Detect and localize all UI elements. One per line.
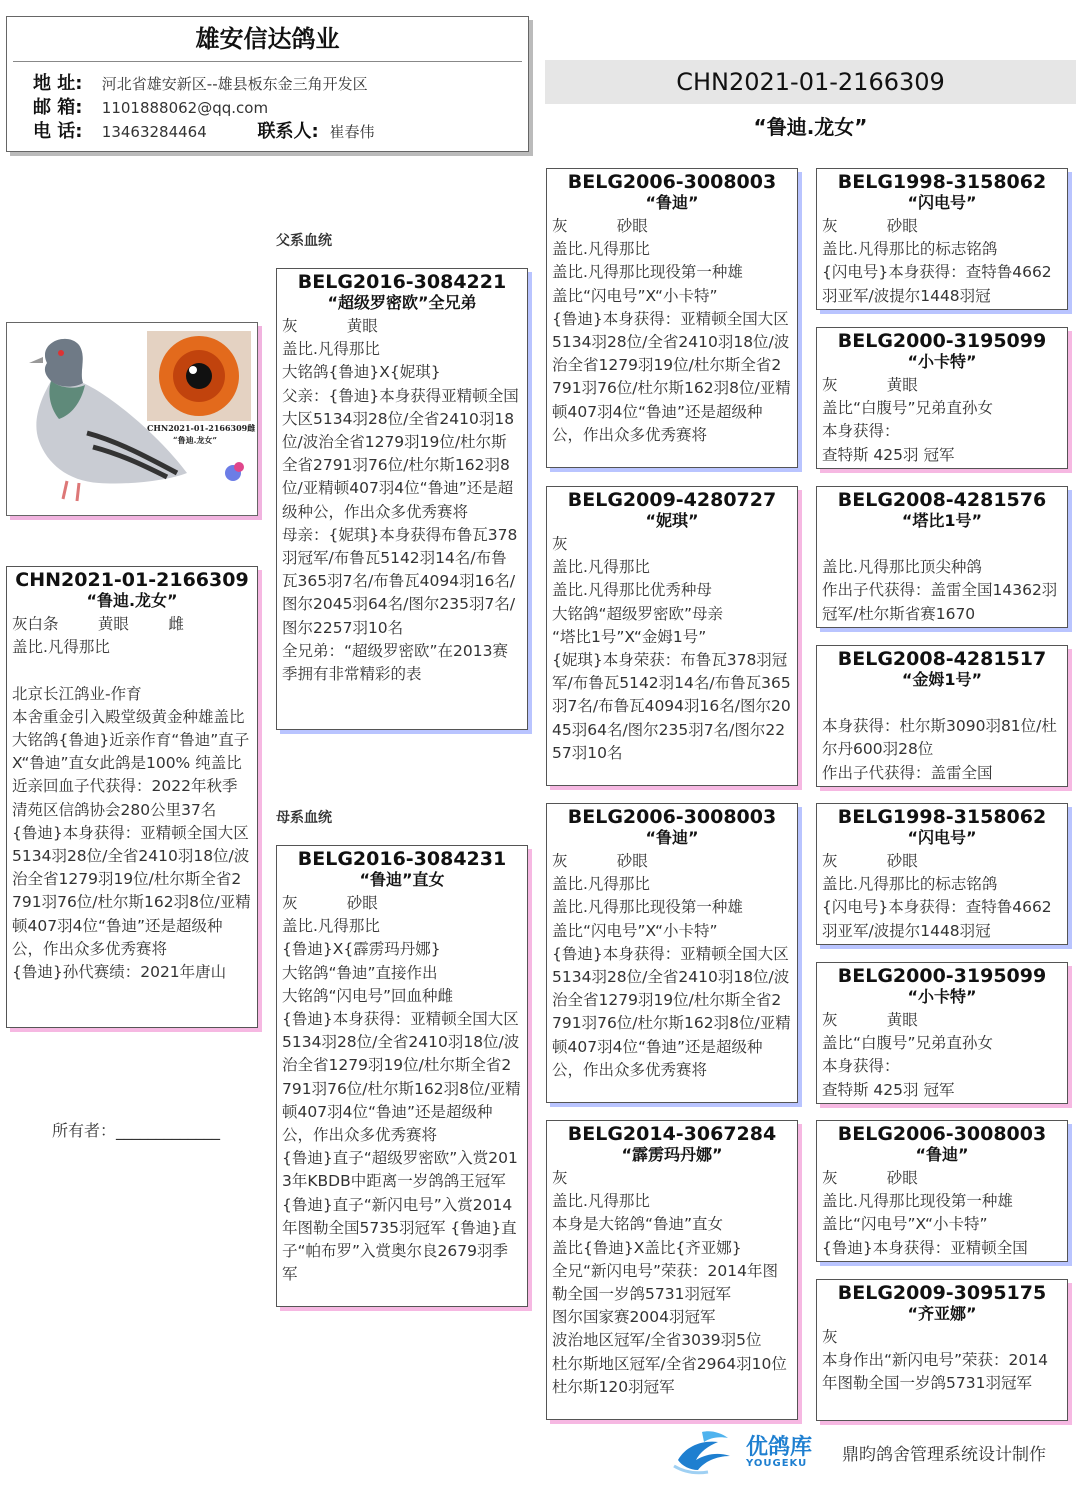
sire-sire-details: 灰 砂眼 盖比.凡得那比 盖比.凡得那比现役第一种雄 盖比“闪电号”X“小卡特” {鲁迪}本身获得：亚精顿全国大区5134羽28位/全省2410羽18位/波治全省1279羽19位/杜尔斯全省2791羽76位/杜尔斯162羽8位/亚精顿407羽4位“鲁迪”还是超级种公，作出众多优秀赛将 xyxy=(552,217,791,444)
sdd-card xyxy=(816,645,1068,787)
email-value[interactable]: 1101888062@qq.com xyxy=(101,99,269,117)
ssd-card xyxy=(816,327,1068,469)
dam-sire-name: “鲁迪” xyxy=(645,828,699,847)
address-label: 地 址: xyxy=(33,73,83,94)
dds-card xyxy=(816,1120,1068,1262)
sire-sire-name: “鲁迪” xyxy=(645,193,699,212)
subject-name: “鲁迪.龙女” xyxy=(86,591,178,610)
contact-label: 联系人: xyxy=(257,121,319,142)
sire-dam-name: “妮琪” xyxy=(645,511,699,530)
dam-dam-card xyxy=(546,1120,798,1420)
contact-value: 崔春伟 xyxy=(329,123,375,141)
ssd-ring: BELG2000-3195099 xyxy=(837,330,1047,352)
phone-value: 13463284464 xyxy=(101,123,207,141)
sire-sire-ring: BELG2006-3008003 xyxy=(567,171,777,193)
phone-label: 电 话: xyxy=(33,121,83,142)
subject-details: 灰白条 黄眼 雌 盖比.凡得那比 北京长江鸽业-作育 本舍重金引入殿堂级黄金种雄盖比大铭鸽{鲁迪}近亲作育“鲁迪”直子X“鲁迪”直女此鸽是100% 纯盖比近亲回血子代获得：2022年秋季清苑区信鸽协会280公里37名 {鲁迪}本身获得：亚精顿全国大区5134羽28位/全省2410羽18位/波治全省1279羽19位/杜尔斯全省2791羽76位/杜尔斯162羽8位/亚精顿407羽4位“鲁迪”还是超级种公，作出众多优秀赛将 {鲁迪}孙代赛绩：2021年唐山 xyxy=(12,615,251,982)
owner-label: 所有者： xyxy=(52,1121,117,1140)
sire-dam-ring: BELG2009-4280727 xyxy=(567,489,777,511)
address-row xyxy=(33,72,528,96)
dam-name: “鲁迪”直女 xyxy=(359,870,445,889)
sire-sire-card xyxy=(546,168,798,468)
dam-dam-ring: BELG2014-3067284 xyxy=(567,1123,777,1145)
ddd-details: 灰 本身作出“新闪电号”荣获：2014年图勒全国一岁鸽5731羽冠军 xyxy=(822,1328,1049,1393)
dam-sire-details: 灰 砂眼 盖比.凡得那比 盖比.凡得那比现役第一种雄 盖比“闪电号”X“小卡特” {鲁迪}本身获得：亚精顿全国大区5134羽28位/全省2410羽18位/波治全省1279羽19位/杜尔斯全省2791羽76位/杜尔斯162羽8位/亚精顿407羽4位“鲁迪”还是超级种公，作出众多优秀赛将 xyxy=(552,852,791,1079)
sdd-name: “金姆1号” xyxy=(901,670,983,689)
dam-line-label: 母系血统 xyxy=(276,810,332,826)
sss-card xyxy=(816,168,1068,310)
sire-details: 灰 黄眼 盖比.凡得那比 大铭鸽{鲁迪}X{妮琪} 父亲：{鲁迪}本身获得亚精顿全国大区5134羽28位/全省2410羽18位/波治全省1279羽19位/杜尔斯全省2791羽76位/杜尔斯162羽8位/亚精顿407羽4位“鲁迪”还是超级种公，作出众多优秀赛将 母亲：{妮琪}本身获得布鲁瓦378羽冠军/布鲁瓦5142羽14名/布鲁瓦365羽7名/布鲁瓦4094羽16名/图尔2045羽64名/图尔235羽7名/图尔2257羽10名 全兄弟：“超级罗密欧”在2013赛季拥有非常精彩的表 xyxy=(282,317,519,684)
sds-name: “塔比1号” xyxy=(901,511,983,530)
dam-dam-name: “霹雳玛丹娜” xyxy=(621,1145,723,1164)
brand-name: 优鸽库 xyxy=(746,1435,813,1460)
ddd-card xyxy=(816,1279,1068,1421)
ssd-name: “小卡特” xyxy=(907,352,977,371)
dds-details: 灰 砂眼 盖比.凡得那比现役第一种雄 盖比“闪电号”X“小卡特” {鲁迪}本身获得：亚精顿全国 xyxy=(822,1169,1028,1257)
sire-name: “超级罗密欧”全兄弟 xyxy=(327,293,477,312)
dss-name: “闪电号” xyxy=(907,828,977,847)
ssd-details: 灰 黄眼 盖比“白腹号”兄弟直孙女 本身获得： 查特斯 425羽 冠军 xyxy=(822,376,994,464)
dam-details: 灰 砂眼 盖比.凡得那比 {鲁迪}X{霹雳玛丹娜} 大铭鸽“鲁迪”直接作出 大铭鸽“闪电号”回血种雌 {鲁迪}本身获得：亚精顿全国大区5134羽28位/全省2410羽18位/波治全省1279羽19位/杜尔斯全省2791羽76位/杜尔斯162羽8位/亚精顿407羽4位“鲁迪”还是超级种公，作出众多优秀赛将 {鲁迪}直子“超级罗密欧”入赏2013年KBDB中距离一岁鸽鸽王冠军 {鲁迪}直子“新闪电号”入赏2014年图勒全国5735羽冠军 {鲁迪}直子“帕布罗”入赏奥尔良2679羽季军 xyxy=(282,894,521,1284)
owner-line xyxy=(52,1118,220,1141)
sds-ring: BELG2008-4281576 xyxy=(837,489,1047,511)
address-value: 河北省雄安新区--雄县板东金三角开发区 xyxy=(101,75,368,93)
sds-details: 盖比.凡得那比顶尖种鸽 作出子代获得：盖雷全国14362羽冠军/杜尔斯省赛1670 xyxy=(822,558,1058,623)
subject-card xyxy=(6,566,258,1028)
sire-line-label: 父系血统 xyxy=(276,233,332,249)
footer-credit: 鼎昀鸽舍管理系统设计制作 xyxy=(842,1445,1046,1465)
email-row xyxy=(33,96,528,120)
sire-dam-card xyxy=(546,486,798,786)
footer-brand xyxy=(672,1424,1076,1480)
sdd-details: 本身获得：杜尔斯3090羽81位/杜尔丹600羽28位 作出子代获得：盖雷全国 xyxy=(822,717,1057,782)
pedigree-name-title: “鲁迪.龙女” xyxy=(753,115,868,139)
subject-ring: CHN2021-01-2166309 xyxy=(15,569,249,591)
ddd-name: “齐亚娜” xyxy=(907,1304,977,1323)
sss-name: “闪电号” xyxy=(907,193,977,212)
sdd-ring: BELG2008-4281517 xyxy=(837,648,1047,670)
ddd-ring: BELG2009-3095175 xyxy=(837,1282,1047,1304)
sire-card xyxy=(276,268,528,730)
sire-dam-details: 灰 盖比.凡得那比 盖比.凡得那比优秀种母 大铭鸽“超级罗密欧”母亲 “塔比1号”X“金姆1号” {妮琪}本身荣获：布鲁瓦378羽冠军/布鲁瓦5142羽14名/布鲁瓦365羽7名/布鲁瓦4094羽16名/图尔2045羽64名/图尔235羽7名/图尔2257羽10名 xyxy=(552,535,791,762)
email-label: 邮 箱: xyxy=(33,97,83,118)
dsd-ring: BELG2000-3195099 xyxy=(837,965,1047,987)
dss-card xyxy=(816,803,1068,945)
sire-ring: BELG2016-3084221 xyxy=(297,271,507,293)
pigeon-photo xyxy=(6,322,258,516)
photo-caption-name: “鲁迪.龙女” xyxy=(173,435,217,445)
dam-sire-ring: BELG2006-3008003 xyxy=(567,806,777,828)
sss-details: 灰 砂眼 盖比.凡得那比的标志铭鸽 {闪电号}本身获得：查特鲁4662羽亚军/波提尔1448羽冠 xyxy=(822,217,1052,305)
pedigree-ring-banner: CHN2021-01-2166309 xyxy=(545,60,1076,104)
dsd-details: 灰 黄眼 盖比“白腹号”兄弟直孙女 本身获得： 查特斯 425羽 冠军 xyxy=(822,1011,994,1099)
dss-ring: BELG1998-3158062 xyxy=(837,806,1047,828)
dam-ring: BELG2016-3084231 xyxy=(297,848,507,870)
dds-name: “鲁迪” xyxy=(915,1145,969,1164)
dsd-card xyxy=(816,962,1068,1104)
breeder-name: 雄安信达鸽业 xyxy=(195,25,340,53)
sss-ring: BELG1998-3158062 xyxy=(837,171,1047,193)
phone-row xyxy=(33,120,528,144)
pigeon-illustration xyxy=(7,323,257,515)
owner-blank: _____________ xyxy=(116,1121,221,1140)
photo-caption-ring: CHN2021-01-2166309雌 xyxy=(147,423,256,433)
dam-card xyxy=(276,845,528,1307)
dds-ring: BELG2006-3008003 xyxy=(837,1123,1047,1145)
breeder-info-card xyxy=(6,16,529,152)
dsd-name: “小卡特” xyxy=(907,987,977,1006)
dss-details: 灰 砂眼 盖比.凡得那比的标志铭鸽 {闪电号}本身获得：查特鲁4662羽亚军/波提尔1448羽冠 xyxy=(822,852,1052,940)
sds-card xyxy=(816,486,1068,628)
brand-logo-icon xyxy=(672,1426,738,1476)
dam-sire-card xyxy=(546,803,798,1103)
dam-dam-details: 灰 盖比.凡得那比 本身是大铭鸽“鲁迪”直女 盖比{鲁迪}X盖比{齐亚娜} 全兄“新闪电号”荣获：2014年图勒全国一岁鸽5731羽冠军 图尔国家赛2004羽冠军 波治地区冠军/全省3039羽5位 杜尔斯地区冠军/全省2964羽10位 杜尔斯120羽冠军 xyxy=(552,1169,787,1396)
brand-subtitle: YOUGEKU xyxy=(746,1458,808,1469)
